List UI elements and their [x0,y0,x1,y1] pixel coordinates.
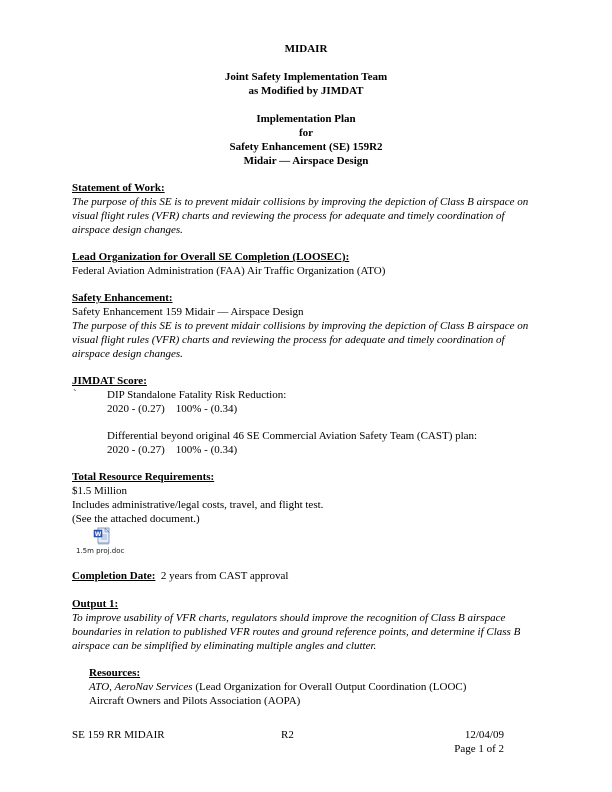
total-resources-heading: Total Resource Requirements: [72,471,215,483]
jimdat-item-values: 2020 - (0.27) 100% - (0.34) [107,403,238,415]
statement-of-work-heading: Statement of Work: [72,182,165,194]
svg-text:W: W [94,530,102,538]
plan-line2: for [298,127,314,139]
resource-org-text: (Lead Organization for Overall Output Coordination (LOOC) [192,681,467,693]
completion-date-value: 2 years from CAST approval [160,570,289,582]
jimdat-score-heading: JIMDAT Score: [72,375,147,387]
safety-enhancement-name: Safety Enhancement 159 Midair — Airspace Design [72,306,304,318]
resource-item [89,695,300,708]
output1-body: To improve usability of VFR charts, regulators should improve the recognition of Class B airspace boundaries in relation to published VFR routes and ground reference points, and determine if Class B airspace can be simplified by eliminating multiple angles and clutter. [72,612,521,652]
plan-line3: Safety Enhancement (SE) 159R2 [229,141,383,153]
safety-enhancement-body: The purpose of this SE is to prevent midair collisions by improving the depiction of Class B airspace on visual flight rules (VFR) charts and reviewing the process for adequate and timely coordination of airspace design changes. [72,320,529,360]
jimdat-item-label: DIP Standalone Fatality Risk Reduction: [107,389,287,401]
tick-mark: ` [73,388,77,400]
jimdat-item-values: 2020 - (0.27) 100% - (0.34) [107,444,238,456]
footer-revision: R2 [281,729,294,741]
lead-org-body: Federal Aviation Administration (FAA) Air Traffic Organization (ATO) [72,265,386,277]
completion-date [72,570,288,583]
safety-enhancement-heading: Safety Enhancement: [72,292,173,304]
jimdat-item-label: Differential beyond original 46 SE Commercial Aviation Safety Team (CAST) plan: [107,430,478,442]
output1-heading: Output 1: [72,598,119,610]
resource-org-italic: ATO, AeroNav Services [89,681,193,693]
footer-date: 12/04/09 [464,729,504,741]
plan-line1: Implementation Plan [256,113,356,125]
see-attached-note: (See the attached document.) [72,513,200,525]
total-resources-includes: Includes administrative/legal costs, travel, and flight test. [72,499,324,511]
attachment-filename[interactable]: 1.5m proj.doc [76,547,125,555]
statement-of-work-body: The purpose of this SE is to prevent midair collisions by improving the depiction of Class B airspace on visual flight rules (VFR) charts and reviewing the process for adequate and timely coordination of airspace design changes. [72,196,529,236]
word-document-icon[interactable] [93,527,111,545]
footer-page-number: Page 1 of 2 [454,743,504,755]
footer-doc-id: SE 159 RR MIDAIR [72,729,165,741]
total-resources-amount: $1.5 Million [72,485,128,497]
doc-title: MIDAIR [284,43,328,55]
resource-org-text: Aircraft Owners and Pilots Association (AOPA) [89,695,301,707]
completion-date-heading: Completion Date: [72,570,156,582]
doc-subtitle-line2: as Modified by JIMDAT [248,85,364,97]
resource-item [89,681,466,694]
lead-org-heading: Lead Organization for Overall SE Completion (LOOSEC): [72,251,350,263]
doc-subtitle-line1: Joint Safety Implementation Team [224,71,388,83]
plan-line4: Midair — Airspace Design [243,155,369,167]
output1-resources-heading: Resources: [89,667,141,679]
